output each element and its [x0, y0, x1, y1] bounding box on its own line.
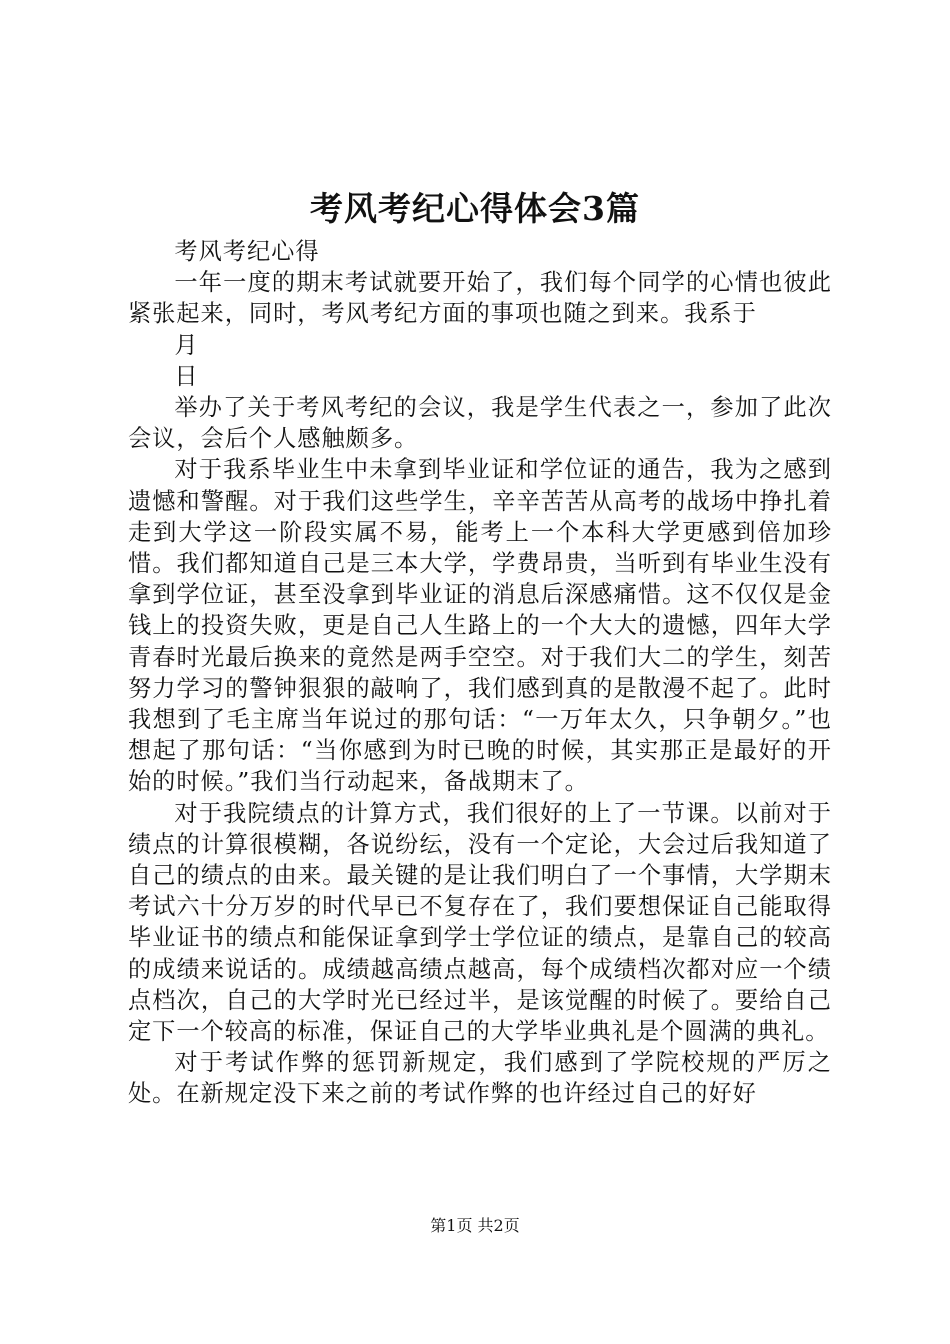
paragraph: 对于我系毕业生中未拿到毕业证和学位证的通告，我为之感到遗憾和警醒。对于我们这些学生，辛辛苦苦从高考的战场中挣扎着走到大学这一阶段实属不易，能考上一个本科大学更感到倍加珍惜。我们都知道自己是三本大学，学费昂贵，当听到有毕业生没有拿到学位证，甚至没拿到毕业证的消息后深感痛惜。这不仅仅是金钱上的投资失败，更是自己人生路上的一个大大的遗憾，四年大学青春时光最后换来的竟然是两手空空。对于我们大二的学生，刻苦努力学习的警钟狠狠的敲响了，我们感到真的是散漫不起了。此时我想到了毛主席当年说过的那句话：“一万年太久，只争朝夕。”也想起了那句话：“当你感到为时已晚的时候，其实那正是最好的开始的时候。”我们当行动起来，备战期末了。	[128, 456, 832, 796]
paragraph: 对于考试作弊的惩罚新规定，我们感到了学院校规的严厉之处。在新规定没下来之前的考试作弊的也许经过自己的好好	[128, 1049, 832, 1108]
paragraph: 对于我院绩点的计算方式，我们很好的上了一节课。以前对于绩点的计算很模糊，各说纷纭，没有一个定论，大会过后我知道了自己的绩点的由来。最关键的是让我们明白了一个事情，大学期末考试六十分万岁的时代早已不复存在了，我们要想保证自己能取得毕业证书的绩点和能保证拿到学士学位证的绩点，是靠自己的较高的成绩来说话的。成绩越高绩点越高，每个成绩档次都对应一个绩点档次，自己的大学时光已经过半，是该觉醒的时候了。要给自己定下一个较高的标准，保证自己的大学毕业典礼是个圆满的典礼。	[128, 799, 832, 1046]
document-body	[128, 236, 832, 1110]
paragraph: 举办了关于考风考纪的会议，我是学生代表之一，参加了此次会议，会后个人感触颇多。	[128, 394, 832, 453]
document-title: 考风考纪心得体会3篇	[310, 189, 640, 228]
paragraph: 一年一度的期末考试就要开始了，我们每个同学的心情也彼此紧张起来，同时，考风考纪方面的事项也随之到来。我系于	[128, 269, 832, 328]
page-number-footer: 第1页 共2页	[430, 1216, 520, 1235]
paragraph-month: 月	[174, 331, 199, 359]
paragraph-heading: 考风考纪心得	[174, 238, 320, 265]
paragraph-day: 日	[174, 362, 199, 390]
